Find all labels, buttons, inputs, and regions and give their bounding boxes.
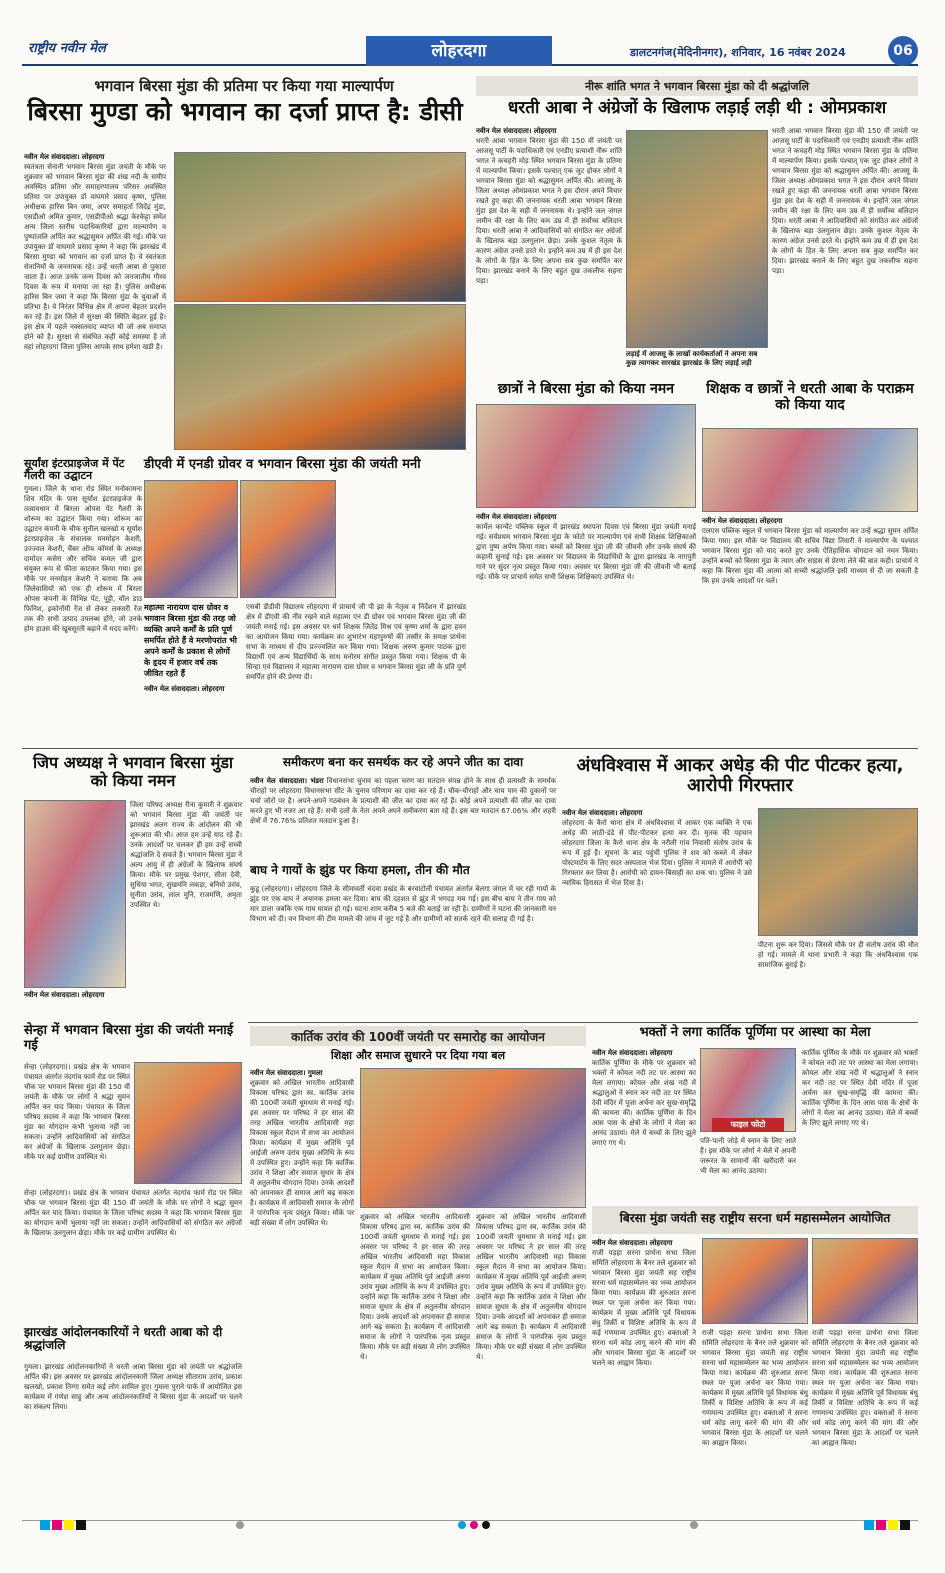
story4-caption: लड़ाई में आजसू के लाखों कार्यकर्ताओं ने अपना सब कुछ त्यागकर सारखंड झारखंड के लिए लड़ाई लड़ी xyxy=(626,350,758,367)
story5-text: कार्मेल कान्वेंट पब्लिक स्कूल में झारखंड स्थापना दिवस एवं बिरसा मुंडा जयंती मनाई गई। सर्वप्रथम भगवान बिरसा मुंडा के फोटो पर माल्यार्पण एवं सभी शिक्षक शिक्षिकाओं द्वारा पुष्प अर्पण किया गया। बच्चों को बिरसा मुंडा जी की जीवनी और उनके संघर्ष की कहानी सुनाई गई। इस अवसर पर विद्यालय के विद्यार्थियों के द्वारा झारखंड के नागपुरी गाने पर सुंदर नृत्य प्रस्तुत किया गया। अवसर पर बिरसा मुंडा जी की जीवनी भी बताई गई। मौके पर प्राचार्य समेत सभी शिक्षक शिक्षिकाएं उपस्थित थे। xyxy=(476,523,696,581)
story8-byline: नवीन मेल संवाददाता। भंडरा xyxy=(250,777,324,785)
story3-headline: डीएवी में एनडी ग्रोवर व भगवान बिरसा मुंडा की जयंती मनी xyxy=(144,457,421,472)
story5-byline: नवीन मेल संवाददाता। लोहरदगा xyxy=(476,513,557,521)
story5-photo xyxy=(476,404,696,508)
story3-body: एसबी डीडीवी विद्यालय लोहरदगा में प्राचार्य जी पी झा के नेतृत्व व निर्देशन में झारखंड क्षेत्र में डीएवी की नींव रखने वाले महात्मा एन डी ग्रोवर एवं भगवान बिरसा मुंडा जी की जयंती मनाई गई। इस अवसर पर धर्म शिक्षक जितेंद्र मिश्र एवं कृष्ण शर्मा के द्वारा हवन का आयोजन किया गया। कार्यक्रम का शुभारंभ महापुरुषों की तस्वीर के समक्ष प्रार्थना सभा के माध्यम से दीप प्रज्ज्वलित कर किया गया। शिक्षक अरुण कुमार पाठक द्वारा विद्यार्थी एवं अन्य विद्यार्थियों के साथ मनोरम संगीत प्रस्तुत किया गया। शिक्षक पी के सिन्हा एवं विद्यालय ने महात्मा नारायण दास ग्रोवर व भगवान बिरसा मुंडा जी के प्रति पूर्ण समर्पित होने की प्रेरणा दी। xyxy=(246,603,466,681)
story10-caption: पीटना शुरू कर दिया। जिससे मौके पर ही संतोष उरांव की मौत हो गई। मामले में थाना प्रभारी ने कहा कि अंधविश्वास एक सामाजिक बुराई है। xyxy=(758,941,918,969)
story10-headline: अंधविश्वास में आकर अधेड़ की पीट पीटकर हत्या, आरोपी गिरफ्तार xyxy=(576,755,904,797)
story3-body-a xyxy=(144,684,238,742)
story15-photo-right xyxy=(812,1238,918,1324)
story5-headline: छात्रों ने बिरसा मुंडा को किया नमन xyxy=(497,381,675,397)
story6-photo xyxy=(702,428,918,512)
story5-body xyxy=(476,512,696,742)
story11-body-cont: सेन्हा (लोहरदगा)। प्रखंड क्षेत्र के भगवान पंचायत अंतर्गत नंदगांव फार्म रोड पर स्थित चौक पर भगवान बिरसा मुंडा की 150 वीं जयंती के मौके पर लोगों ने श्रद्धा सुमन अर्पित कर याद किया। पंचायत के जिला परिषद सदस्य ने कहा कि भगवान बिरसा मुंडा का योगदान कभी भुलाया नहीं जा सकता। उन्होंने आदिवासियों को संगठित कर अंग्रेजों के खिलाफ उलगुलान छेड़ा। मौके पर कई ग्रामीण उपस्थित थे। xyxy=(24,1189,242,1237)
registration-dot-left xyxy=(236,1521,244,1529)
story11-photo xyxy=(134,1062,242,1184)
story2-headline: सूर्यांश इंटरप्राइजेज में पेंट गैलरी का उद्घाटन xyxy=(24,457,125,483)
story15-text: राजी पड़हा सरना प्रार्थना सभा जिला समिति लोहरदगा के बैनर तले शुक्रवार को भगवान बिरसा मुंडा जयंती सह राष्ट्रीय सरना धर्म महासम्मेलन का भव्य आयोजन किया गया। कार्यक्रम की शुरुआत सरना स्थल पर पूजा अर्चना कर किया गया। कार्यक्रम में मुख्य अतिथि पूर्व विधायक बंधु तिर्की व विशिष्ट अतिथि के रूप में कई गणमान्य उपस्थित हुए। वक्ताओं ने सरना धर्म कोड लागू करने की मांग की और भगवान बिरसा मुंडा के आदर्शों पर चलने का आह्वान किया। xyxy=(592,1249,696,1367)
page-number: 06 xyxy=(888,36,918,66)
story4-photo xyxy=(626,130,768,348)
story14-body-col2: कार्तिक पूर्णिमा के मौके पर शुक्रवार को भक्तों ने कोयल नदी तट पर आस्था का मेला लगाया। कोयल और शंख नदी में श्रद्धालुओं ने स्नान कर नदी तट पर स्थित देवी मंदिर में पूजा अर्चना कर सुख-समृद्धि की कामना की। कार्तिक पूर्णिमा के दिन आस पास के क्षेत्रों के लोगों ने मेला का आनंद उठाया। मेले में बच्चों के लिए झूले लगाए गए थे। xyxy=(802,1049,918,1127)
story11-body: सेन्हा (लोहरदगा)। प्रखंड क्षेत्र के भगवान पंचायत अंतर्गत नंदगांव फार्म रोड पर स्थित चौक पर भगवान बिरसा मुंडा की 150 वीं जयंती के मौके पर लोगों ने श्रद्धा सुमन अर्पित कर याद किया। पंचायत के जिला परिषद सदस्य ने कहा कि भगवान बिरसा मुंडा का योगदान कभी भुलाया नहीं जा सकता। उन्होंने आदिवासियों को संगठित कर अंग्रेजों के खिलाफ उलगुलान छेड़ा। मौके पर कई ग्रामीण उपस्थित थे। xyxy=(24,1063,130,1161)
story14-byline: नवीन मेल संवाददाता। लोहरदगा xyxy=(592,1049,673,1057)
story7-headline: जिप अध्यक्ष ने भगवान बिरसा मुंडा को किया नमन xyxy=(32,753,234,790)
story15-body xyxy=(592,1238,696,1510)
registration-dot-magenta xyxy=(470,1521,478,1529)
registration-dot-black xyxy=(482,1521,490,1529)
registration-black-mark-right xyxy=(900,1520,910,1530)
story11-headline: सेन्हा में भगवान बिरसा मुंडा की जयंती मनाई गई xyxy=(24,1023,234,1053)
section-title: लोहरदगा xyxy=(366,36,552,66)
story8-headline: समीकरण बना कर समर्थक कर रहे अपने जीत का दावा xyxy=(282,755,524,769)
story7-byline-box xyxy=(24,990,242,1018)
story2-body: गुमला। जिले के थाना रोड स्थित मनोकामना शिव मंदिर के पास सूर्यांश इंटरप्राइजेज के तत्वावधान में बिरला ओपस पेंट गैलरी के शोरूम का उद्घाटन किया गया। शोरूम का उद्घाटन कंपनी के चीफ सुनील खलखो व सूर्यांश इंटरप्राइजेज के संचालक मनमोहन केशरी, उज्ज्वल केशरी, चैंबर ऑफ कॉमर्स के अध्यक्ष दामोदर कसेरा और सचिव कमल जी द्वारा संयुक्त रूप से फीता काटकर किया गया। इस मौके पर मनमोहन केशरी ने बताया कि अब जिलेवासियों को एक ही शोरूम में बिरला ओपस कंपनी के विभिन्न पेंट, पुट्टी, वॉल डाउ फिनिश, इकोनॉमी रेंज से लेकर लक्जरी रेंज तक की सभी उत्पाद उपलब्ध होंगे, जो उनके होम हाउस की खूबसूरती बढ़ाने में मदद करेंगे। xyxy=(24,485,142,633)
story1-text: स्वतंत्रता सेनानी भगवान बिरसा मुंडा जयंती के मौके पर शुक्रवार को भगवान बिरसा मुंडा की शंख नदी के समीप अवस्थित प्रतिमा और समाहरणालय परिसर अवस्थित प्रतिमा पर उपायुक्त डॉ वाघमारे प्रसाद कृष्ण, पुलिस अधीक्षक हारिस बिन जमा, अपर समाहर्ता जिदेंद्र मुंडा, एसडीओ अमित कुमार, एसडीपीओ श्रद्धा केरकेट्टा समेत अन्य जिला स्तरीय पदाधिकारियों द्वारा माल्यार्पण व पुष्पांजलि अर्पित कर श्रद्धासुमन अर्पित की गई। मौके पर उपायुक्त डॉ वाघमारे प्रसाद कृष्ण ने कहा कि झारखंड में बिरसा मुण्डा को भगवान का दर्जा प्राप्त है। वे स्वतंत्रता सेनानियों के जननायक रहे। उन्हें धरती आबा से पुकारा जाता है। आज उनके जन्म दिवस को जनजातीय गौरव दिवस के रूप में मनाया जा रहा है। पुलिस अधीक्षक हारिस बिन जमा ने कहा कि बिरसा मुंडा के युवाओं में प्रतिभा है। वे निरंतर विभिन्न क्षेत्र में अपना बेहतर प्रदर्शन कर रहे हैं। इस जिले में सुरक्षा की स्थिति बेहतर हुई है। इस क्षेत्र में पहले नक्सलवाद व्याप्त थी जो अब समाप्त होने को है। सुरक्षा से संबंधित कहीं कोई समस्या है तो वहां लोहरदगा जिला पुलिस आपके साथ हमेशा खड़ी है। xyxy=(24,163,166,351)
story15-headline: बिरसा मुंडा जयंती सह राष्ट्रीय सरना धर्म महासम्मेलन आयोजित xyxy=(619,1211,891,1225)
story6-text: एलएस पब्लिक स्कूल में भगवान बिरसा मुंडा को माल्यार्पण कर उन्हें श्रद्धा सुमन अर्पित किया गया। इस मौके पर विद्यालय की सचिव विद्या तिवारी ने माल्यार्पण के पश्चात भगवान बिरसा मुंडा को याद करते हुए उनके ऐतिहासिक योगदान को नमन किया। उन्होंने बच्चों को बिरसा मुंडा के त्याग और साहस से प्रेरणा लेने की बात कही। प्राचार्य ने कहा कि बिरसा मुंडा की आत्मा को सच्ची श्रद्धांजलि इसी माध्यम से दी जा सकती है कि हम उनके आदर्शों पर चलें। xyxy=(702,527,918,585)
story6-byline: नवीन मेल संवाददाता। लोहरदगा xyxy=(702,517,783,525)
story9-headline: बाघ ने गायों के झुंड पर किया हमला, तीन की मौत xyxy=(250,863,470,877)
story12-body: गुमला। झारखंड आंदोलनकारियों ने धरती आबा बिरसा मुंडा को जयंती पर श्रद्धांजलि अर्पित की। इस अवसर पर झारखंड आंदोलनकारी जिला अध्यक्ष सीताराम उरांव, प्रकाश खलखो, प्रकाश तिग्गा समेत कई लोग शामिल हुए। गुमला पुराने पार्क में आयोजित इस कार्यक्रम में गणेश साहु और अन्य आंदोलनकारियों ने बिरसा मुंडा के आदर्शों पर चलने का संकल्प लिया। xyxy=(24,1363,242,1411)
story7-byline: नवीन मेल संवाददाता। लोहरदगा xyxy=(24,991,105,999)
story15-photo-left xyxy=(702,1238,808,1324)
story13-byline: नवीन मेल संवाददाता। गुमला xyxy=(250,1069,323,1077)
story3-byline: नवीन मेल संवाददाता। लोहरदगा xyxy=(144,685,225,693)
story1-headline: बिरसा मुण्डा को भगवान का दर्जा प्राप्त है: डीसी xyxy=(27,97,463,126)
story12-headline: झारखंड आंदोलनकारियों ने धरती आबा को दी श्रद्धांजलि xyxy=(24,1325,223,1353)
story4-body-col1 xyxy=(476,126,622,372)
story3-photo-middle xyxy=(240,480,336,598)
story4-kicker: नीरू शांति भगत ने भगवान बिरसा मुंडा को दी श्रद्धांजलि xyxy=(585,80,809,93)
registration-yellow-mark xyxy=(64,1520,74,1530)
story10-body xyxy=(562,808,752,1022)
story13-body-col3: शुक्रवार को अखिल भारतीय आदिवासी विकास परिषद द्वारा स्व. कार्तिक उरांव की 100वीं जयंती धूमधाम से मनाई गई। इस अवसर पर परिषद ने हर साल की तरह अखिल भारतीय आदिवासी महा विकास स्कूल मैदान में सभा का आयोजन किया। कार्यक्रम में मुख्य अतिथि पूर्व आईजी अरुण उरांव मुख्य अतिथि के रूप में उपस्थित हुए। उन्होंने कहा कि कार्तिक उरांव ने शिक्षा और समाज सुधार के क्षेत्र में अतुलनीय योगदान दिया। उनके आदर्शों को अपनाकर ही समाज आगे बढ़ सकता है। कार्यक्रम में आदिवासी समाज के लोगों ने पारंपरिक नृत्य प्रस्तुत किया। मौके पर बड़ी संख्या में लोग उपस्थित थे। xyxy=(476,1213,586,1361)
story14-text: कार्तिक पूर्णिमा के मौके पर शुक्रवार को भक्तों ने कोयल नदी तट पर आस्था का मेला लगाया। कोयल और शंख नदी में श्रद्धालुओं ने स्नान कर नदी तट पर स्थित देवी मंदिर में पूजा अर्चना कर सुख-समृद्धि की कामना की। कार्तिक पूर्णिमा के दिन आस पास के क्षेत्रों के लोगों ने मेला का आनंद उठाया। मेले में बच्चों के लिए झूले लगाए गए थे। xyxy=(592,1059,696,1147)
registration-cyan-mark-right xyxy=(864,1520,874,1530)
story10-text: लोहरदगा के कैरो थाना क्षेत्र में अंधविश्वास में आकर एक व्यक्ति ने एक अधेड़ की लाठी-डंडे से पीट-पीटकर हत्या कर दी। मृतक की पहचान लोहरदगा जिला के कैरो थाना क्षेत्र के नरौली गांव निवासी संतोष उरांव के रूप में हुई है। सूचना के बाद पहुंची पुलिस ने शव को कब्जे में लेकर पोस्टमार्टम के लिए सदर अस्पताल भेज दिया। पुलिस ने मामले में आरोपी को गिरफ्तार कर लिया है। आरोपी को डायन-बिसाही का शक था। पुलिस ने उसे न्यायिक हिरासत में भेज दिया है। xyxy=(562,819,752,887)
story9-body: कुडू (लोहरदगा)। लोहरदगा जिले के सीमावर्ती चंदवा प्रखंड के बरवाटोली पंचायत अंतर्गत बेलगा जंगल में चर रही गायों के झुंड पर एक बाघ ने अचानक हमला कर दिया। बाघ की दहशत से झुंड में भगदड़ मच गई। इस बीच बाघ ने तीन गाय को मार डाला जबकि एक गाय घायल हो गई। घटना शाम करीब 5 बजे की बताई जा रही है। ग्रामीणों ने घटना की जानकारी वन विभाग को दी। वन विभाग की टीम मामले की जांच में जुट गई है और ग्रामीणों को सतर्क रहने की सलाह दी गई है। xyxy=(250,885,556,923)
newspaper-name: राष्ट्रीय नवीन मेल xyxy=(28,41,106,56)
story8-body xyxy=(250,776,556,858)
story6-headline: शिक्षक व छात्रों ने धरती आबा के पराक्रम को किया याद xyxy=(706,381,914,413)
registration-yellow-mark-right xyxy=(888,1520,898,1530)
story14-caption: पति-पत्नी जोड़े में स्नान के लिए आते हैं। इस मौके पर लोगों ने मेले में अपनी जरूरत के सामानों की खरीदारी कर भी मेला का आनंद उठाया। xyxy=(700,1137,796,1175)
story1-byline: नवीन मेल संवाददाता। लोहरदगा xyxy=(24,153,105,161)
story1-photo-bottom xyxy=(174,304,466,450)
story13-text: शुक्रवार को अखिल भारतीय आदिवासी विकास परिषद द्वारा स्व. कार्तिक उरांव की 100वीं जयंती धूमधाम से मनाई गई। इस अवसर पर परिषद ने हर साल की तरह अखिल भारतीय आदिवासी महा विकास स्कूल मैदान में सभा का आयोजन किया। कार्यक्रम में मुख्य अतिथि पूर्व आईजी अरुण उरांव मुख्य अतिथि के रूप में उपस्थित हुए। उन्होंने कहा कि कार्तिक उरांव ने शिक्षा और समाज सुधार के क्षेत्र में अतुलनीय योगदान दिया। उनके आदर्शों को अपनाकर ही समाज आगे बढ़ सकता है। कार्यक्रम में आदिवासी समाज के लोगों ने पारंपरिक नृत्य प्रस्तुत किया। मौके पर बड़ी संख्या में लोग उपस्थित थे। xyxy=(250,1079,354,1227)
registration-magenta-mark-right xyxy=(876,1520,886,1530)
story7-body: जिला परिषद अध्यक्ष रीना कुमारी ने शुक्रवार को भगवान बिरसा मुंडा की जयंती पर झारखंड अलग राज्य के आंदोलन की भी शुरूआत की थी। आज हम उन्हें याद रहे हैं। उनके आदर्शों पर चलकर ही हम उन्हें सच्ची श्रद्धांजलि दे सकते हैं। भगवान बिरसा मुंडा ने अल्प आयु में ही अंग्रेजों के खिलाफ संघर्ष किया। मौके पर प्रमुख पेशगर, सीता देवी, सुधिया भगत, सुखमनि लकड़ा, बनियो उरांव, सुनीता उरांव, लाल मुनि, राजमणि, अमृता उपस्थित थे। xyxy=(130,801,242,909)
story4-body-col2: धरती आबा भगवान बिरसा मुंडा की 150 वीं जयंती पर आजसू पार्टी के पदाधिकारी एवं एनडीए प्रत्याशी नीरू शांति भगत ने कचहरी मोड़ स्थित भगवान बिरसा मुंडा के प्रतिमा में माल्यार्पण किया। इसके पश्चात् एक जुट होकर लोगों ने भगवान बिरसा मुंडा को श्रद्धासुमन अर्पित की। आजसू के जिला अध्यक्ष ओमप्रकाश भगत ने इस दौरान अपने विचार रखते हुए कहा की जननायक धरती आबा भगवान बिरसा मुंडा इस देश के सही में जननायक थे। इन्होंने जल जंगल जमीन की रक्षा के लिए कम उम्र में ही सर्वोच्च बलिदान दिया। धरती आबा ने आदिवासियों को संगठित कर अंग्रेजों के खिलाफ बड़ा उलगुलान छेड़ा। उनके कुशल नेतृत्व के कारण अंग्रेज उनसे डरते थे। इन्होंने कम उम्र में ही इस देश के लोगों के हित के लिए अपना सब कुछ समर्पित कर दिया। झारखंड बनाने के लिए बहुत दुख तकलीफ सहना पड़ा। xyxy=(772,127,918,275)
story13-kicker: कार्तिक उरांव की 100वीं जयंती पर समारोह का आयोजन xyxy=(291,1030,545,1044)
story14-headline: भक्तों ने लगा कार्तिक पूर्णिमा पर आस्था का मेला xyxy=(639,1025,871,1040)
separator-1 xyxy=(22,748,918,749)
story13-photo xyxy=(360,1068,586,1208)
story6-body xyxy=(702,516,918,742)
story10-photo xyxy=(758,808,918,936)
story7-photo xyxy=(24,800,126,988)
story13-body-col2: शुक्रवार को अखिल भारतीय आदिवासी विकास परिषद द्वारा स्व. कार्तिक उरांव की 100वीं जयंती धूमधाम से मनाई गई। इस अवसर पर परिषद ने हर साल की तरह अखिल भारतीय आदिवासी महा विकास स्कूल मैदान में सभा का आयोजन किया। कार्यक्रम में मुख्य अतिथि पूर्व आईजी अरुण उरांव मुख्य अतिथि के रूप में उपस्थित हुए। उन्होंने कहा कि कार्तिक उरांव ने शिक्षा और समाज सुधार के क्षेत्र में अतुलनीय योगदान दिया। उनके आदर्शों को अपनाकर ही समाज आगे बढ़ सकता है। कार्यक्रम में आदिवासी समाज के लोगों ने पारंपरिक नृत्य प्रस्तुत किया। मौके पर बड़ी संख्या में लोग उपस्थित थे। xyxy=(360,1213,470,1361)
story14-body xyxy=(592,1048,696,1200)
story1-kicker: भगवान बिरसा मुंडा की प्रतिमा पर किया गया माल्यार्पण xyxy=(94,77,394,95)
story4-headline: धरती आबा ने अंग्रेजों के खिलाफ लड़ाई लड़ी थी : ओमप्रकाश xyxy=(507,98,887,118)
story15-body-col3: राजी पड़हा सरना प्रार्थना सभा जिला समिति लोहरदगा के बैनर तले शुक्रवार को भगवान बिरसा मुंडा जयंती सह राष्ट्रीय सरना धर्म महासम्मेलन का भव्य आयोजन किया गया। कार्यक्रम की शुरुआत सरना स्थल पर पूजा अर्चना कर किया गया। कार्यक्रम में मुख्य अतिथि पूर्व विधायक बंधु तिर्की व विशिष्ट अतिथि के रूप में कई गणमान्य उपस्थित हुए। वक्ताओं ने सरना धर्म कोड लागू करने की मांग की और भगवान बिरसा मुंडा के आदर्शों पर चलने का आह्वान किया। xyxy=(812,1329,918,1447)
story13-body-col1 xyxy=(250,1068,354,1510)
registration-dot-right xyxy=(690,1521,698,1529)
story15-body-col2: राजी पड़हा सरना प्रार्थना सभा जिला समिति लोहरदगा के बैनर तले शुक्रवार को भगवान बिरसा मुंडा जयंती सह राष्ट्रीय सरना धर्म महासम्मेलन का भव्य आयोजन किया गया। कार्यक्रम की शुरुआत सरना स्थल पर पूजा अर्चना कर किया गया। कार्यक्रम में मुख्य अतिथि पूर्व विधायक बंधु तिर्की व विशिष्ट अतिथि के रूप में कई गणमान्य उपस्थित हुए। वक्ताओं ने सरना धर्म कोड लागू करने की मांग की और भगवान बिरसा मुंडा के आदर्शों पर चलने का आह्वान किया। xyxy=(702,1329,808,1447)
story4-byline: नवीन मेल संवाददाता। लोहरदगा xyxy=(476,127,557,135)
story13-headline: शिक्षा और समाज सुधारने पर दिया गया बल xyxy=(330,1049,506,1062)
story14-photo-label: फाइल फोटो xyxy=(712,1118,784,1132)
story3-photo-left xyxy=(144,480,238,598)
registration-black-mark xyxy=(76,1520,86,1530)
story3-quote: महात्मा नारायण दास ग्रोवर व भगवान बिरसा मुंडा की तरह जो व्यक्ति अपने कर्मों के प्रति पूर्ण समर्पित होते हैं वे मरणोपरांत भी अपने कर्मों के प्रकाश से लोगों के हृदय में हजार वर्ष तक जीवित रहते हैं xyxy=(144,603,237,678)
registration-magenta-mark xyxy=(52,1520,62,1530)
registration-dot-cyan xyxy=(458,1521,466,1529)
separator-2 xyxy=(248,1022,918,1023)
story4-text: धरती आबा भगवान बिरसा मुंडा की 150 वीं जयंती पर आजसू पार्टी के पदाधिकारी एवं एनडीए प्रत्याशी नीरू शांति भगत ने कचहरी मोड़ स्थित भगवान बिरसा मुंडा के प्रतिमा में माल्यार्पण किया। इसके पश्चात् एक जुट होकर लोगों ने भगवान बिरसा मुंडा को श्रद्धासुमन अर्पित की। आजसू के जिला अध्यक्ष ओमप्रकाश भगत ने इस दौरान अपने विचार रखते हुए कहा की जननायक धरती आबा भगवान बिरसा मुंडा इस देश के सही में जननायक थे। इन्होंने जल जंगल जमीन की रक्षा के लिए कम उम्र में ही सर्वोच्च बलिदान दिया। धरती आबा ने आदिवासियों को संगठित कर अंग्रेजों के खिलाफ बड़ा उलगुलान छेड़ा। उनके कुशल नेतृत्व के कारण अंग्रेज उनसे डरते थे। इन्होंने कम उम्र में ही इस देश के लोगों के हित के लिए अपना सब कुछ समर्पित कर दिया। झारखंड बनाने के लिए बहुत दुख तकलीफ सहना पड़ा। xyxy=(476,137,622,285)
registration-cyan-mark xyxy=(40,1520,50,1530)
dateline: डालटनगंज(मेदिनीनगर), शनिवार, 16 नवंबर 2024 xyxy=(630,46,846,59)
story8-text: विधानसभा चुनाव का पहला चरण का मतदान संपन्न होने के साथ ही प्रत्याशी के समर्थक चौराहों पर लोहरदगा विधानसभा सीट के चुनाव परिणाम का दावा कर रहे हैं। चौक-चौराहों और चाय पान की दुकानों पर चर्चा जोरों पर है। अपने-अपने गठबंधन के प्रत्याशी की जीत का दावा कर रहे हैं। कोई अपने प्रत्याशी की जीत का दावा करते हुए भी नजर आ रहे हैं। सभी दलों के नेता अपने अपने समीकरण बता रहे हैं। इस बार मतदान 67.06% और शहरी क्षेत्रों में 76.76% प्रतिशत मतदान हुआ है। xyxy=(250,777,556,825)
story1-photo-top xyxy=(174,152,466,302)
story15-byline: नवीन मेल संवाददाता। लोहरदगा xyxy=(592,1239,673,1247)
story1-body xyxy=(24,152,166,452)
story10-byline: नवीन मेल संवाददाता। लोहरदगा xyxy=(562,809,643,817)
